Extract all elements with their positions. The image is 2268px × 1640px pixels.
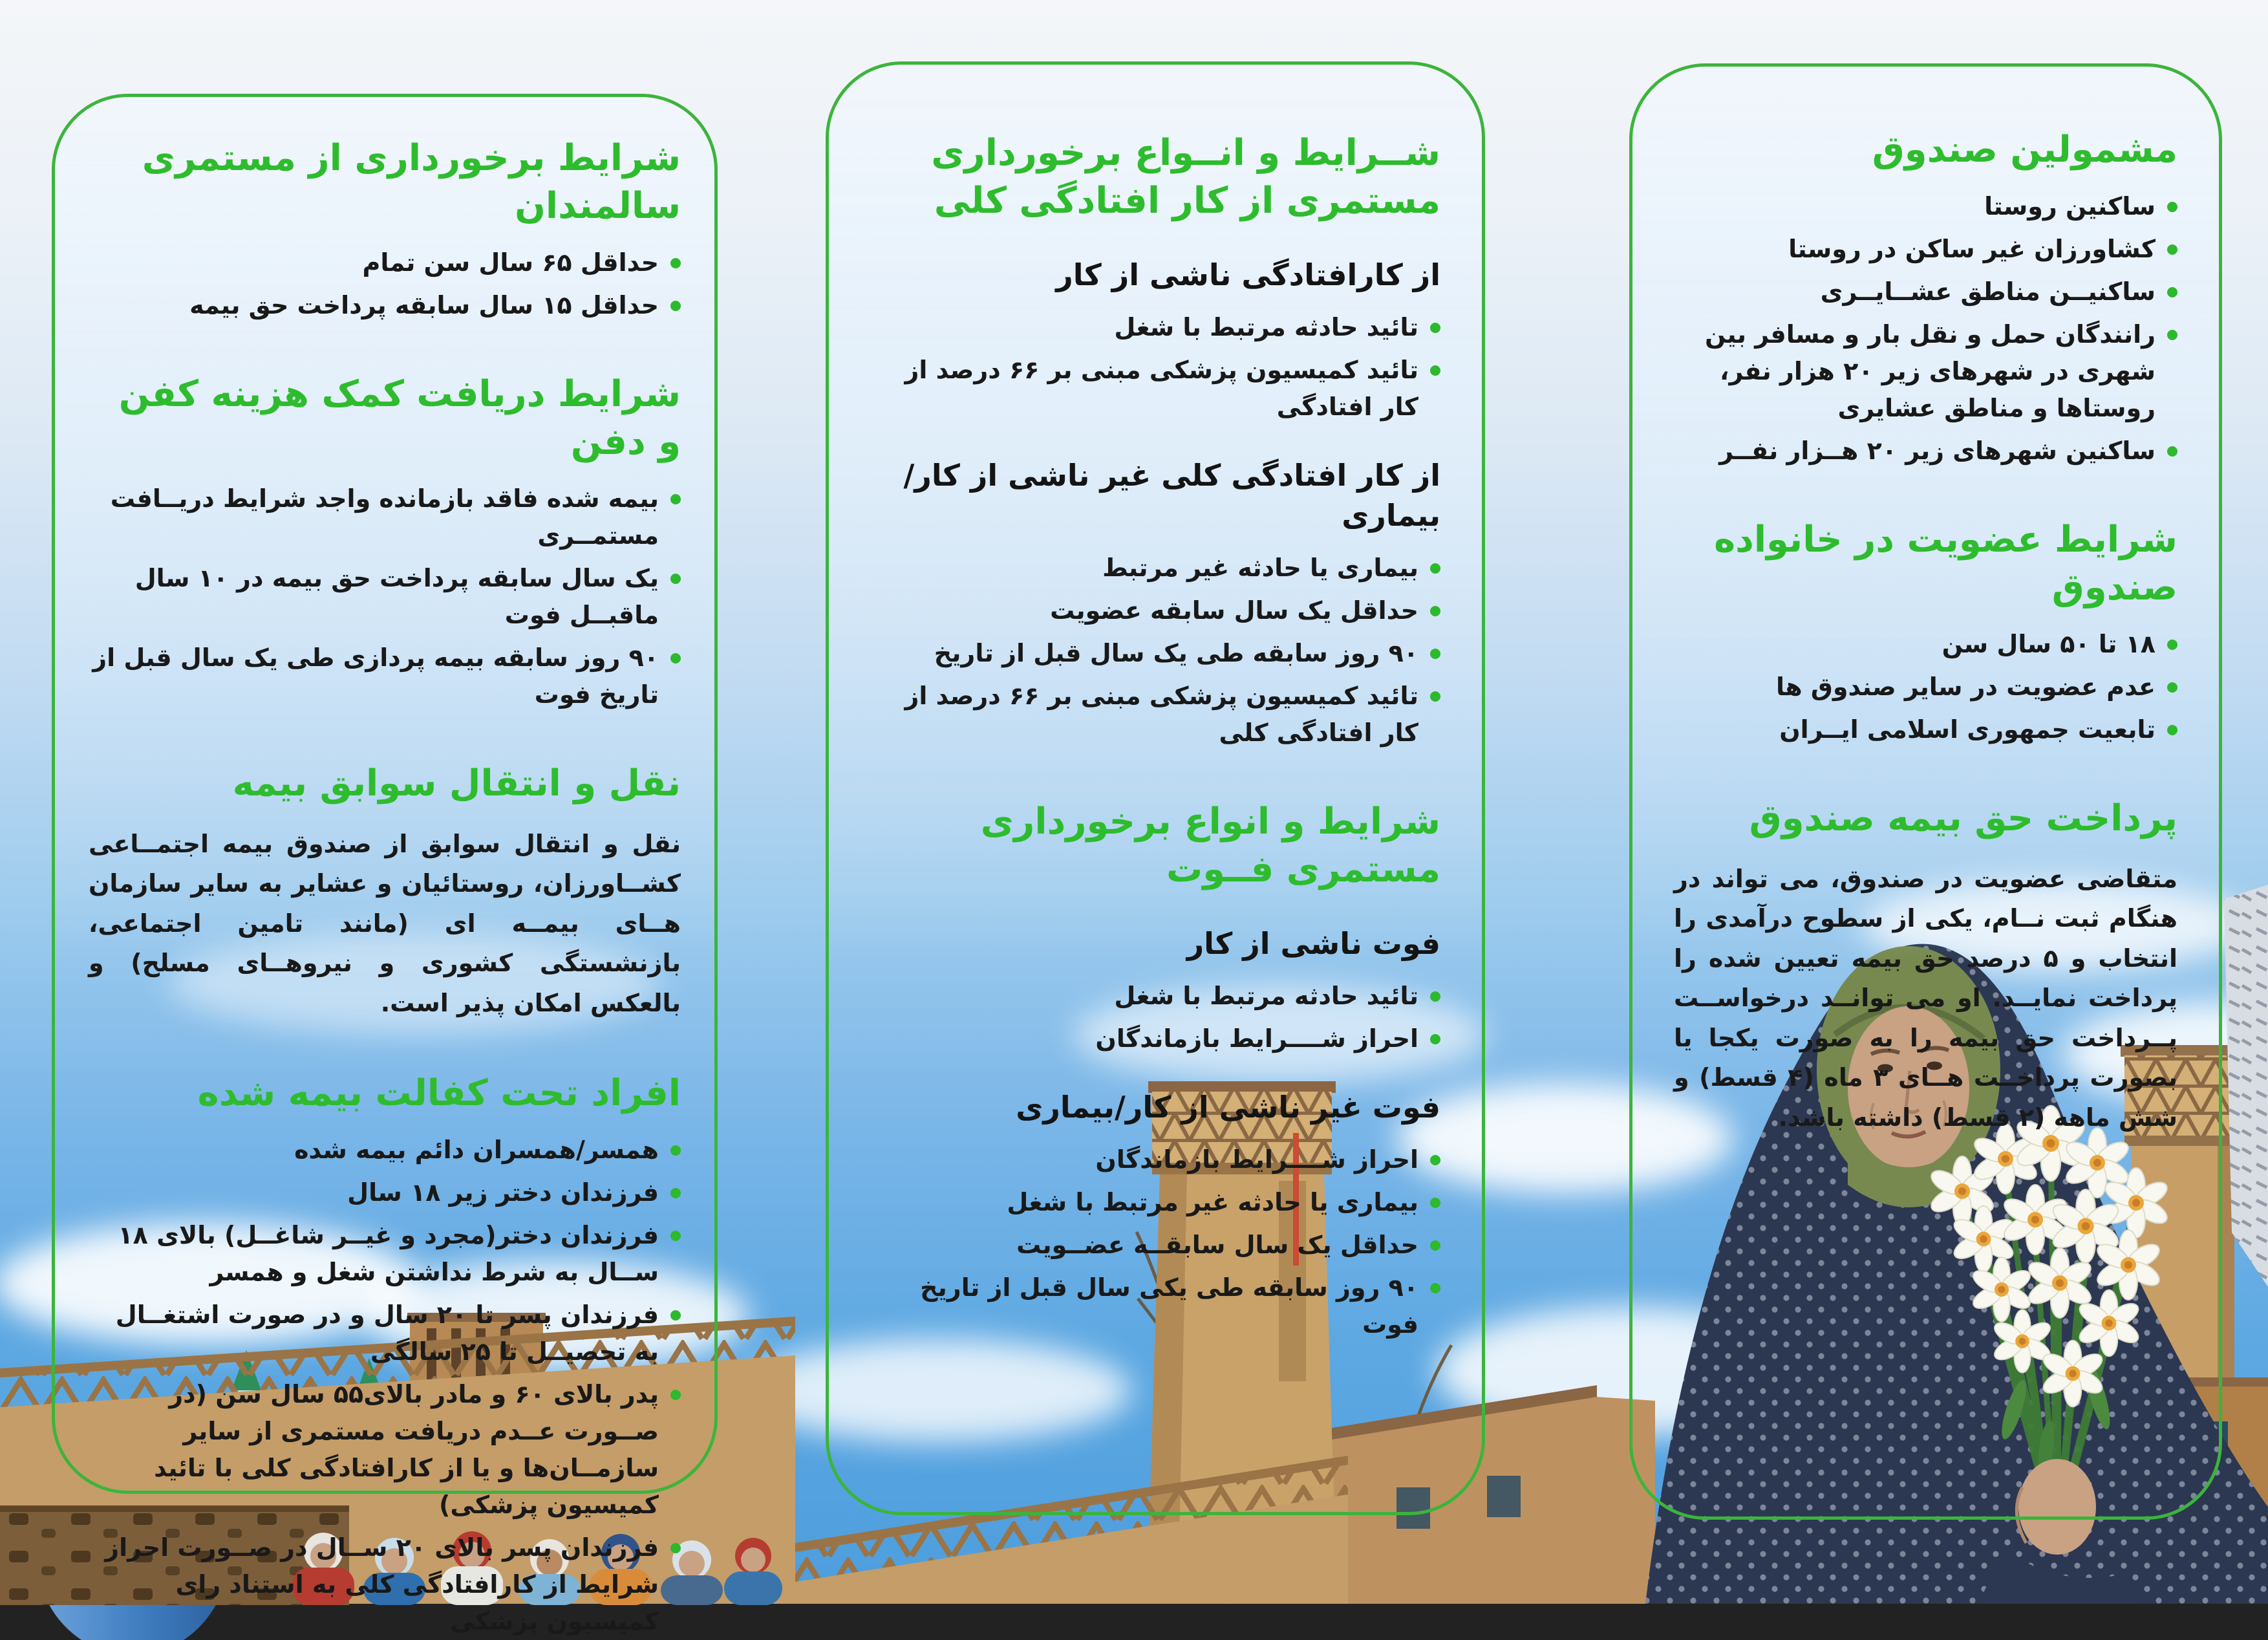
bullet-dot-icon bbox=[670, 1390, 681, 1400]
bullet-text: ۱۸ تا ۵۰ سال سن bbox=[1942, 629, 2156, 658]
elderly-pension-list bbox=[89, 244, 681, 324]
record-transfer-paragraph: نقل و انتقال سوابق از صندوق بیمه اجتمــاعی کشــاورزان، روستائیان و عشایر به سایر سازمان هــای بیمــه ای (مانند تامین اجتماعی، بازنشستگی کشوری و نیروهــای مسلح) و بالعکس امکان پذیر است. bbox=[89, 829, 681, 1017]
bullet-text: ۹۰ روز سابقه طی یک سال قبل از تاریخ bbox=[934, 639, 1418, 668]
heading-dependents: افراد تحت کفالت بیمه شده bbox=[197, 1072, 681, 1115]
bullet-dot-icon bbox=[1430, 1240, 1440, 1251]
bullet-dot-icon bbox=[2167, 640, 2177, 650]
bullet-text: حداقل ۶۵ سال سن تمام bbox=[362, 248, 659, 277]
bullet-text: تائید حادثه مرتبط با شغل bbox=[1114, 982, 1418, 1010]
panel-elderly-pension bbox=[52, 94, 718, 1636]
bullet-text: بیماری یا حادثه غیر مرتبط با شغل bbox=[1007, 1188, 1418, 1217]
subheading-non-work-disability: از کار افتادگی کلی غیر ناشی از کار/بیماری bbox=[903, 457, 1440, 533]
bullet-dot-icon bbox=[670, 301, 681, 311]
list-item bbox=[870, 635, 1440, 672]
list-item bbox=[89, 1297, 681, 1370]
bullet-dot-icon bbox=[1430, 323, 1440, 333]
panel-disability-content bbox=[829, 65, 1482, 1512]
list-item bbox=[870, 309, 1440, 346]
bullet-dot-icon bbox=[1430, 991, 1440, 1002]
bullet-dot-icon bbox=[2167, 682, 2177, 693]
bullet-dot-icon bbox=[2167, 244, 2177, 255]
bullet-text: عدم عضویت در سایر صندوق ها bbox=[1776, 672, 2156, 701]
bullet-dot-icon bbox=[670, 1310, 681, 1321]
fund-members-list bbox=[1674, 188, 2177, 469]
bullet-text: حداقل ۱۵ سال سابقه پرداخت حق بیمه bbox=[189, 290, 659, 319]
heading-fund-members: مشمولین صندوق bbox=[1872, 129, 2177, 171]
subheading-non-work-death: فوت غیر ناشی از کار/بیماری bbox=[1016, 1090, 1440, 1125]
list-item bbox=[870, 352, 1440, 426]
panel-fund-members-content bbox=[1632, 67, 2219, 1516]
bullet-text: تائید کمیسیون پزشکی مبنی بر ۶۶ درصد از کار افتادگی bbox=[904, 355, 1418, 421]
panel-disability-pension bbox=[826, 61, 1485, 1515]
bullet-dot-icon bbox=[670, 1145, 681, 1156]
list-item bbox=[1674, 711, 2177, 748]
bullet-dot-icon bbox=[1430, 1034, 1440, 1044]
panel-fund-members bbox=[1629, 63, 2222, 1520]
burial-allowance-list bbox=[89, 480, 681, 713]
bullet-text: تائید کمیسیون پزشکی مبنی بر ۶۶ درصد از کار افتادگی کلی bbox=[904, 682, 1418, 748]
list-item bbox=[89, 1529, 681, 1640]
list-item bbox=[870, 550, 1440, 587]
bullet-text: حداقل یک سال سابقــه عضــویت bbox=[1016, 1231, 1418, 1260]
list-item bbox=[89, 480, 681, 554]
bullet-dot-icon bbox=[1430, 606, 1440, 616]
bullet-text: احراز شــــرایط بازماندگان bbox=[1095, 1024, 1418, 1053]
bullet-text: همسر/همسران دائم بیمه شده bbox=[294, 1136, 659, 1165]
bullet-dot-icon bbox=[2167, 330, 2177, 340]
list-item bbox=[1674, 669, 2177, 706]
non-work-disability-list bbox=[870, 550, 1440, 751]
bullet-dot-icon bbox=[1430, 1155, 1440, 1165]
list-item bbox=[89, 244, 681, 281]
list-item bbox=[870, 1269, 1440, 1343]
bullet-dot-icon bbox=[670, 1231, 681, 1241]
bullet-dot-icon bbox=[1430, 563, 1440, 574]
list-item bbox=[1674, 316, 2177, 427]
bullet-text: بیماری یا حادثه غیر مرتبط bbox=[1102, 554, 1418, 583]
premium-paragraph: متقاضی عضویت در صندوق، می تواند در هنگام ثبت نــام، یکی از سطوح درآمدی را انتخاب و ۵ درصد حق بیمه تعیین شده را پرداخت نمایــد. او می توانــد درخواســت پــرداخت حق بیمه را به صورت یکجا یا بصورت پرداخــت هــای ۳ ماه (۴ قسط) و شش ماهه (۲ قسط) داشته باشد. bbox=[1674, 864, 2178, 1132]
list-item bbox=[870, 1227, 1440, 1264]
work-related-disability-list bbox=[870, 309, 1440, 426]
list-item bbox=[870, 978, 1440, 1015]
bullet-dot-icon bbox=[1430, 1198, 1440, 1208]
bullet-text: تائید حادثه مرتبط با شغل bbox=[1114, 312, 1418, 341]
list-item bbox=[1674, 188, 2177, 225]
heading-disability-pension: شــرایط و انــواع برخورداری مستمری از کار افتادگی کلی bbox=[931, 132, 1440, 222]
bullet-text: احراز شــــرایط بازماندگان bbox=[1095, 1145, 1418, 1174]
bullet-dot-icon bbox=[2167, 446, 2177, 457]
heading-elderly-pension: شرایط برخورداری از مستمری سالمندان bbox=[142, 137, 681, 227]
bullet-dot-icon bbox=[670, 258, 681, 268]
bullet-dot-icon bbox=[670, 494, 681, 504]
heading-record-transfer: نقل و انتقال سوابق بیمه bbox=[232, 762, 681, 804]
list-item bbox=[89, 1174, 681, 1211]
bullet-text: پدر بالای ۶۰ و مادر بالای۵۵ سال سن (در صــورت عــدم دریافت مستمری از سایر سازمــان‌ها و یا از کارافتادگی کلی با تائید کمیسیون پزشکی) bbox=[154, 1380, 659, 1520]
work-related-death-list bbox=[870, 978, 1440, 1057]
bullet-text: ساکنیــن مناطق عشــایــری bbox=[1820, 277, 2156, 306]
heading-premium-payment: پرداخت حق بیمه صندوق bbox=[1749, 797, 2177, 839]
bullet-text: حداقل یک سال سابقه عضویت bbox=[1050, 596, 1418, 625]
list-item bbox=[870, 1184, 1440, 1221]
heading-burial-allowance: شرایط دریافت کمک هزینه کفن و دفن bbox=[118, 372, 681, 463]
heading-death-pension: شرایط و انواع برخورداری مستمری فــوت bbox=[980, 801, 1440, 890]
bullet-text: کشاورزان غیر ساکن در روستا bbox=[1788, 234, 2156, 263]
bullet-text: ۹۰ روز سابقه بیمه پردازی طی یک سال قبل از تاریخ فوت bbox=[92, 643, 659, 709]
bullet-dot-icon bbox=[670, 1188, 681, 1198]
bullet-text: فرزندان پسر تا ۲۰ سال و در صورت اشتغــال به تحصیــل تا ۲۵ سالگی bbox=[115, 1300, 659, 1366]
list-item bbox=[870, 592, 1440, 629]
list-item bbox=[89, 560, 681, 634]
bullet-dot-icon bbox=[670, 1543, 681, 1553]
list-item bbox=[89, 640, 681, 713]
bullet-dot-icon bbox=[2167, 287, 2177, 297]
bullet-dot-icon bbox=[1430, 691, 1440, 702]
heading-membership-conditions: شرایط عضویت در خانواده صندوق bbox=[1714, 518, 2177, 609]
list-item bbox=[1674, 626, 2177, 663]
bullet-text: ساکنین روستا bbox=[1984, 191, 2156, 221]
list-item bbox=[1674, 433, 2177, 469]
list-item bbox=[89, 1376, 681, 1524]
bullet-text: فرزندان پسر بالای ۲۰ ســال در صــورت احراز شرایط از کارافتادگی کلی به استناد رای کمیسیون پزشکی bbox=[105, 1533, 659, 1636]
bullet-dot-icon bbox=[1430, 365, 1440, 376]
subheading-work-related-disability: از کارافتادگی ناشی از کار bbox=[1056, 257, 1440, 292]
bullet-dot-icon bbox=[670, 653, 681, 664]
list-item bbox=[89, 1217, 681, 1291]
bullet-text: ۹۰ روز سابقه طی یکی سال قبل از تاریخ فوت bbox=[920, 1273, 1418, 1339]
bullet-dot-icon bbox=[1430, 1283, 1440, 1293]
list-item bbox=[1674, 231, 2177, 268]
list-item bbox=[89, 287, 681, 324]
bullet-text: یک سال سابقه پرداخت حق بیمه در ۱۰ سال ماقبــل فوت bbox=[134, 563, 659, 629]
list-item bbox=[870, 1141, 1440, 1178]
dependents-list bbox=[89, 1132, 681, 1640]
bullet-text: بیمه شده فاقد بازمانده واجد شرایط دریــافت مستمــری bbox=[110, 484, 659, 550]
list-item bbox=[1674, 274, 2177, 310]
list-item bbox=[870, 678, 1440, 751]
membership-conditions-list bbox=[1674, 626, 2177, 748]
bullet-text: فرزندان دختر(مجرد و غیــر شاغــل) بالای ۱۸ ســال به شرط نداشتن شغل و همسر bbox=[118, 1221, 659, 1287]
subheading-work-related-death: فوت ناشی از کار bbox=[1186, 925, 1440, 961]
list-item bbox=[870, 1020, 1440, 1057]
bullet-dot-icon bbox=[2167, 202, 2177, 212]
non-work-death-list bbox=[870, 1141, 1440, 1343]
bullet-text: رانندگان حمل و نقل بار و مسافر بین شهری در شهرهای زیر ۲۰ هزار نفر، روستاها و مناطق عشایری bbox=[1705, 319, 2156, 422]
bullet-text: ساکنین شهرهای زیر ۲۰ هــزار نفــر bbox=[1719, 436, 2156, 465]
panel-elderly-content bbox=[55, 97, 714, 1636]
bullet-dot-icon bbox=[670, 574, 681, 584]
bullet-text: فرزندان دختر زیر ۱۸ سال bbox=[347, 1178, 659, 1207]
list-item bbox=[89, 1132, 681, 1169]
bullet-text: تابعیت جمهوری اسلامی ایــران bbox=[1779, 715, 2156, 744]
bullet-dot-icon bbox=[2167, 725, 2177, 735]
bullet-dot-icon bbox=[1430, 649, 1440, 659]
